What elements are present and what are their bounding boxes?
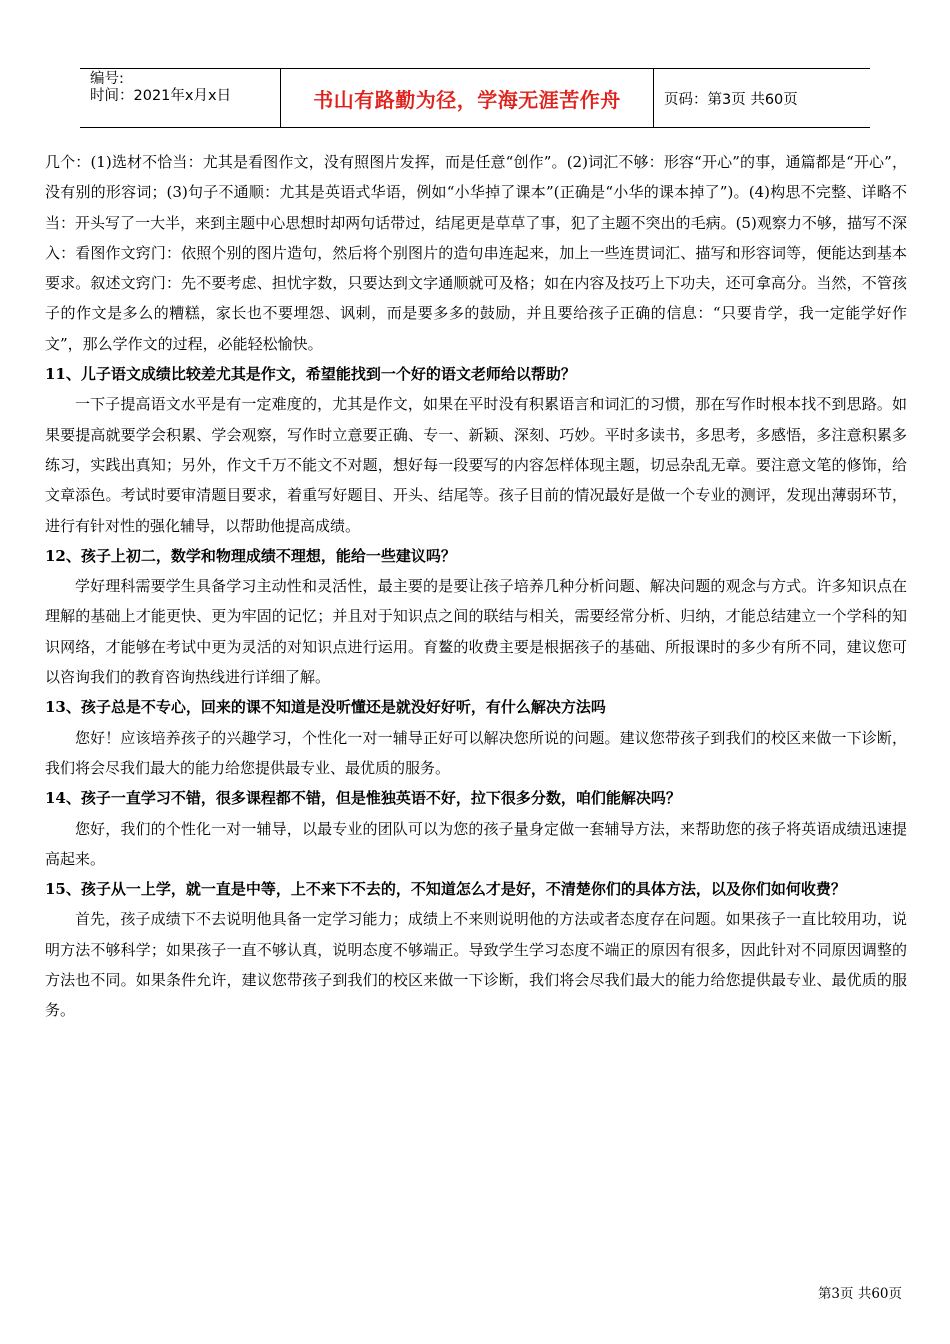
intro-paragraph: 几个：(1)选材不恰当：尤其是看图作文，没有照图片发挥，而是任意“创作”。(2)词汇不够：形容“开心”的事，通篇都是“开心”，没有别的形容词；(3)句子不通顺：尤其是英语式华语，例如“小华掉了课本”(正确是“小华的课本掉了”)。(4)构思不完整、详略不当：开头写了一大半，来到主题中心思想时却两句话带过，结尾更是草草了事，犯了主题不突出的毛病。(5)观察力不够，描写不深入：看图作文窍门：依照个别的图片造句，然后将个别图片的造句串连起来，加上一些连贯词汇、描写和形容词等，便能达到基本要求。叙述文窍门：先不要考虑、担忧字数，只要达到文字通顺就可及格；如在内容及技巧上下功夫，还可拿高分。当然，不管孩子的作文是多么的糟糕，家长也不要埋怨、讽刺，而是要多多的鼓励，并且要给孩子正确的信息：“只要肯学，我一定能学好作文”，那么学作文的过程，必能轻松愉快。 — [45, 153, 907, 353]
document-time-label: 时间：2021年x月x日 — [90, 88, 232, 104]
header-left-cell — [80, 69, 281, 127]
page-footer: 第3页 共60页 — [817, 1286, 902, 1302]
question-11: 11、儿子语文成绩比较差尤其是作文，希望能找到一个好的语文老师给以帮助？ — [45, 365, 576, 384]
answer-13: 您好！应该培养孩子的兴趣学习，个性化一对一辅导正好可以解决您所说的问题。建议您带孩子到我们的校区来做一下诊断，我们将会尽我们最大的能力给您提供最专业、最优质的服务。 — [45, 728, 907, 777]
question-15: 15、孩子从一上学，就一直是中等，上不来下不去的，不知道怎么才是好，不清楚你们的具体方法，以及你们如何收费？ — [45, 880, 846, 899]
header-motto: 书山有路勤为径，学海无涯苦作舟 — [281, 69, 654, 127]
answer-15: 首先，孩子成绩下不去说明他具备一定学习能力；成绩上不来则说明他的方法或者态度存在问题。如果孩子一直比较用功，说明方法不够科学；如果孩子一直不够认真，说明态度不够端正。导致学生学习态度不端正的原因有很多，因此针对不同原因调整的方法也不同。如果条件允许，建议您带孩子到我们的校区来做一下诊断，我们将会尽我们最大的能力给您提供最专业、最优质的服务。 — [45, 910, 907, 1020]
answer-12: 学好理科需要学生具备学习主动性和灵活性，最主要的是要让孩子培养几种分析问题、解决问题的观念与方式。许多知识点在理解的基础上才能更快、更为牢固的记忆；并且对于知识点之间的联结与相关，需要经常分析、归纳，才能总结建立一个学科的知识网络，才能够在考试中更为灵活的对知识点进行运用。育鳌的收费主要是根据孩子的基础、所报课时的多少有所不同，建议您可以咨询我们的教育咨询热线进行详细了解。 — [45, 577, 907, 687]
header-page-info: 页码：第3页 共60页 — [664, 91, 798, 108]
question-13: 13、孩子总是不专心，回来的课不知道是没听懂还是就没好好听，有什么解决方法吗 — [45, 698, 606, 717]
question-12: 12、孩子上初二，数学和物理成绩不理想，能给一些建议吗？ — [45, 546, 456, 565]
answer-11: 一下子提高语文水平是有一定难度的，尤其是作文，如果在平时没有积累语言和词汇的习惯，那在写作时根本找不到思路。如果要提高就要学会积累、学会观察，写作时立意要正确、专一、新颖、深刻、巧妙。平时多读书，多思考，多感悟，多注意积累多练习，实践出真知；另外，作文千万不能文不对题，想好每一段要写的内容怎样体现主题，切忌杂乱无章。要注意文笔的修饰，给文章添色。考试时要审清题目要求，着重写好题目、开头、结尾等。孩子目前的情况最好是做一个专业的测评，发现出薄弱环节，进行有针对性的强化辅导，以帮助他提高成绩。 — [45, 395, 907, 535]
page-header — [80, 68, 870, 128]
question-14: 14、孩子一直学习不错，很多课程都不错，但是惟独英语不好，拉下很多分数，咱们能解决吗？ — [45, 789, 681, 808]
document-number-label: 编号: — [90, 71, 124, 87]
answer-14: 您好，我们的个性化一对一辅导，以最专业的团队可以为您的孩子量身定做一套辅导方法，来帮助您的孩子将英语成绩迅速提高起来。 — [45, 819, 907, 868]
document-body — [45, 147, 907, 1026]
